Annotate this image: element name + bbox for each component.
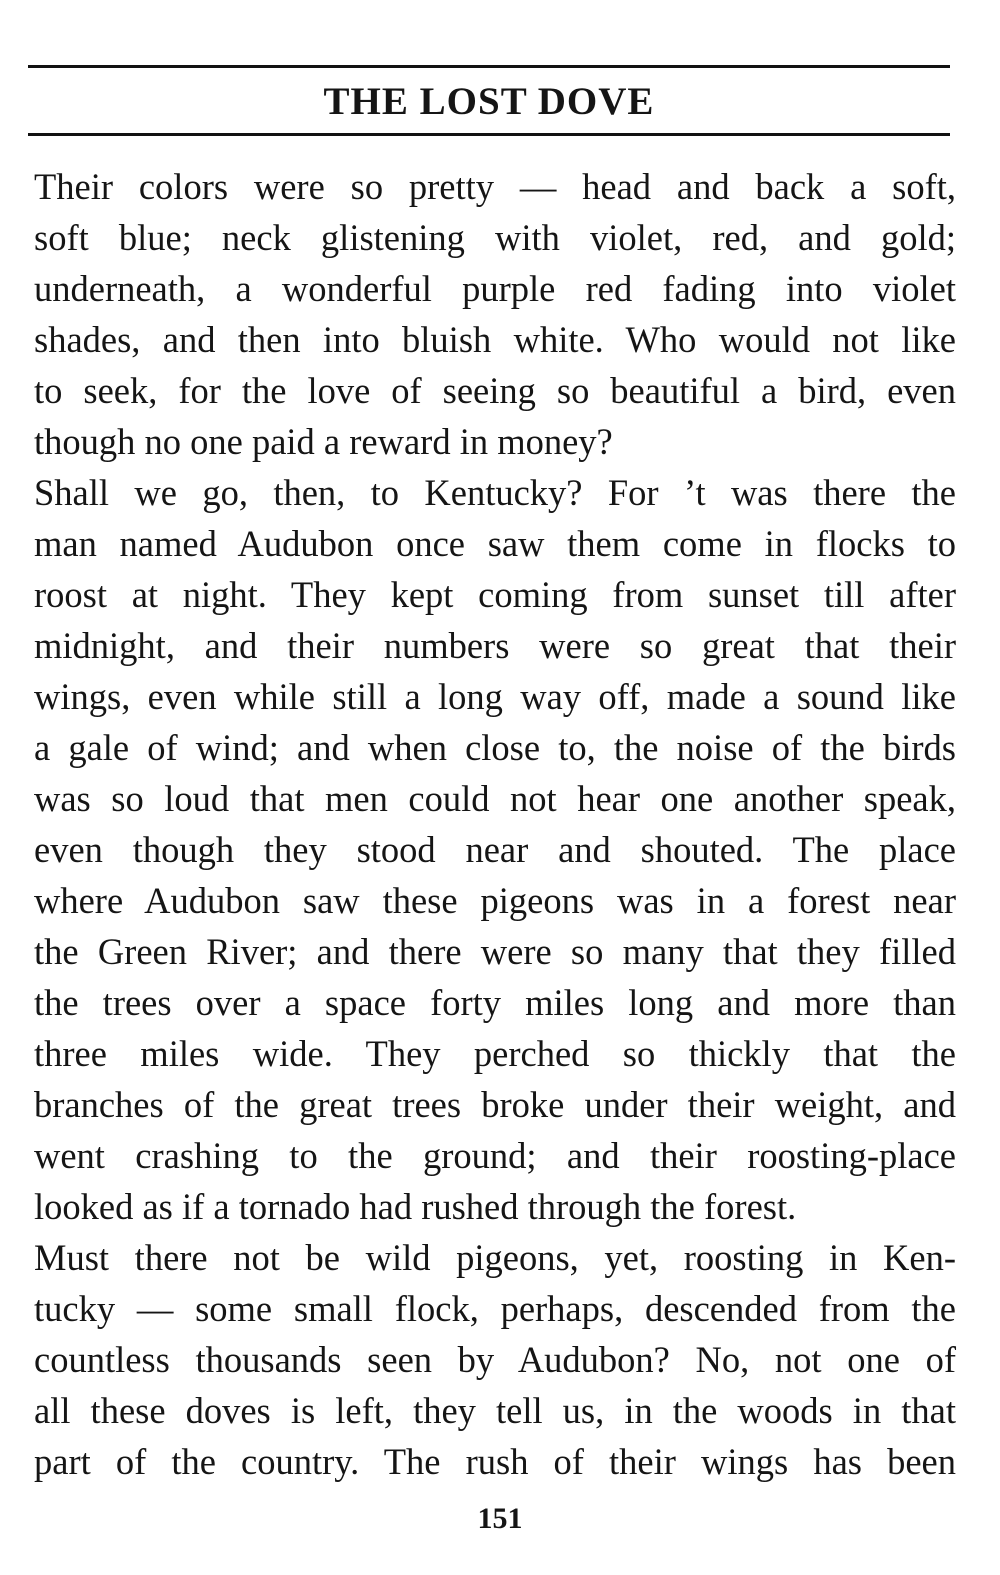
text-line: underneath, a wonderful purple red fading into violet [34,268,956,309]
text-line: Their colors were so pretty — head and back a soft, [34,166,956,207]
text-line: countless thousands seen by Audubon? No, not one of [34,1339,956,1380]
text-line: though no one paid a reward in money? [34,421,613,462]
header-bottom-rule [28,133,950,136]
text-line: looked as if a tornado had rushed through the forest. [34,1186,797,1227]
text-line: all these doves is left, they tell us, in the woods in that [34,1390,956,1431]
text-line: was so loud that men could not hear one another speak, [34,778,956,819]
running-header-title: THE LOST DOVE [323,80,655,123]
paragraph-2 [34,467,956,1232]
text-line: three miles wide. They perched so thickly that the [34,1033,956,1074]
text-line: midnight, and their numbers were so great that their [34,625,956,666]
text-line: shades, and then into bluish white. Who would not like [34,319,956,360]
text-line: Shall we go, then, to Kentucky? For ’t was there the [34,472,956,513]
text-line: went crashing to the ground; and their roosting-place [34,1135,956,1176]
text-line: wings, even while still a long way off, made a sound like [34,676,956,717]
text-line: part of the country. The rush of their wings has been [34,1441,956,1482]
text-line: Must there not be wild pigeons, yet, roosting in Ken- [34,1237,956,1278]
body-text [34,161,956,1487]
paragraph-1 [34,161,956,467]
text-line: tucky — some small flock, perhaps, descended from the [34,1288,956,1329]
text-line: roost at night. They kept coming from sunset till after [34,574,956,615]
text-line: a gale of wind; and when close to, the noise of the birds [34,727,956,768]
text-line: soft blue; neck glistening with violet, red, and gold; [34,217,956,258]
text-line: branches of the great trees broke under their weight, and [34,1084,956,1125]
paragraph-3 [34,1232,956,1487]
text-line: the Green River; and there were so many that they filled [34,931,956,972]
header-top-rule [28,65,950,68]
text-line: the trees over a space forty miles long and more than [34,982,956,1023]
text-line: even though they stood near and shouted. The place [34,829,956,870]
page-number: 151 [477,1502,523,1535]
text-line: to seek, for the love of seeing so beautiful a bird, even [34,370,956,411]
text-line: man named Audubon once saw them come in flocks to [34,523,956,564]
text-line: where Audubon saw these pigeons was in a forest near [34,880,956,921]
